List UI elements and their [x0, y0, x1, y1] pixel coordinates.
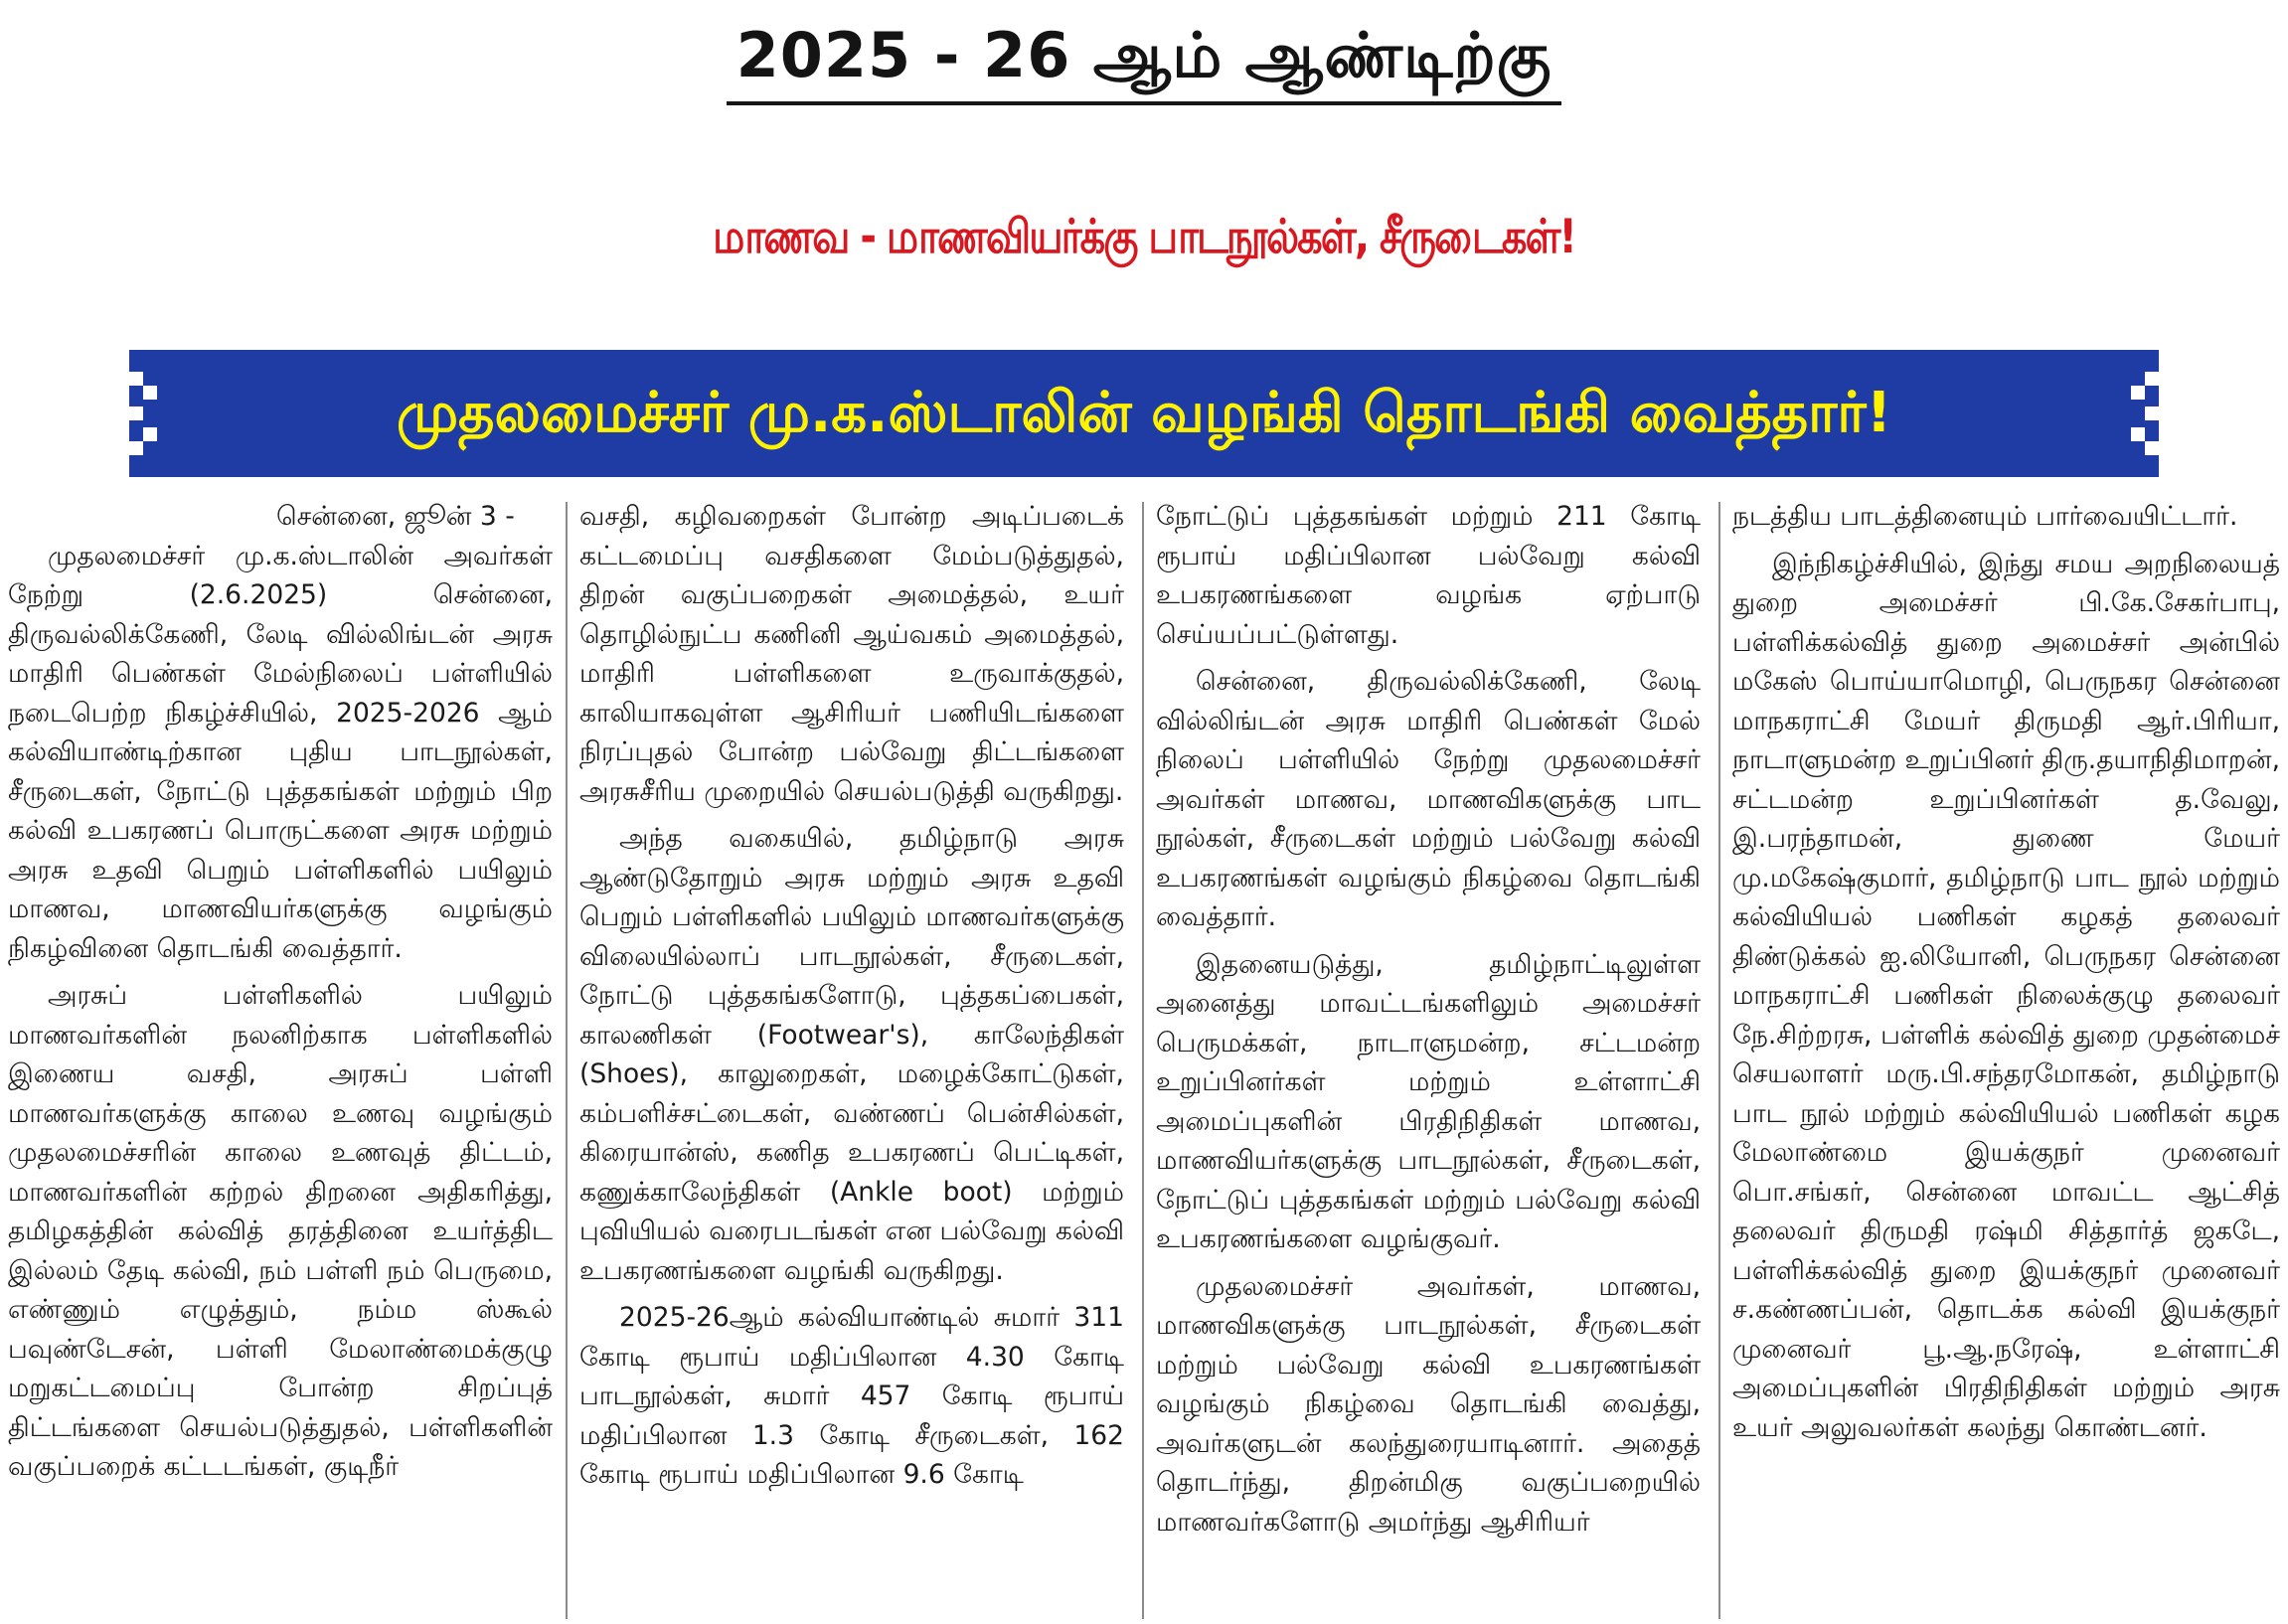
banner-left-ornament	[129, 350, 219, 477]
paragraph: அரசுப் பள்ளிகளில் பயிலும் மாணவர்களின் நலனிற்காக பள்ளிகளில் இணைய வசதி, அரசுப் பள்ளி மாணவர்களுக்கு காலை உணவு வழங்கும் முதலமைச்சரின் காலை உணவுத் திட்டம், மாணவர்களின் கற்றல் திறனை அதிகரித்து, தமிழகத்தின் கல்வித் தரத்தினை உயர்த்திட இல்லம் தேடி கல்வி, நம் பள்ளி நம் பெருமை, எண்ணும் எழுத்தும், நம்ம ஸ்கூல் பவுண்டேசன், பள்ளி மேலாண்மைக்குழு மறுகட்டமைப்பு போன்ற சிறப்புத் திட்டங்களை செயல்படுத்துதல், பள்ளிகளின் வகுப்பறைக் கட்டடங்கள், குடிநீர்	[8, 980, 553, 1482]
article-column-3	[1156, 497, 1701, 1624]
paragraph: சென்னை, திருவல்லிக்கேணி, லேடி வில்லிங்டன் அரசு மாதிரி பெண்கள் மேல் நிலைப் பள்ளியில் நேற்று முதலமைச்சர் அவர்கள் மாணவ, மாணவிகளுக்கு பாட நூல்கள், சீருடைகள் மற்றும் பல்வேறு கல்வி உபகரணங்கள் வழங்கும் நிகழ்வை தொடங்கி வைத்தார்.	[1156, 666, 1701, 932]
paragraph: முதலமைச்சர் மு.க.ஸ்டாலின் அவர்கள் நேற்று (2.6.2025) சென்னை, திருவல்லிக்கேணி, லேடி வில்லிங்டன் அரசு மாதிரி பெண்கள் மேல்நிலைப் பள்ளியில் நடைபெற்ற நிகழ்ச்சியில், 2025-2026 ஆம் கல்வியாண்டிற்கான புதிய பாடநூல்கள், சீருடைகள், நோட்டு புத்தகங்கள் மற்றும் பிற கல்வி உபகரணப் பொருட்களை அரசு மற்றும் அரசு உதவி பெறும் பள்ளிகளில் பயிலும் மாணவ, மாணவியர்களுக்கு வழங்கும் நிகழ்வினை தொடங்கி வைத்தார்.	[8, 540, 553, 964]
kicker-wrap	[0, 14, 2288, 105]
subheadline-text: முதலமைச்சர் மு.க.ஸ்டாலின் வழங்கி தொடங்கி வைத்தார்!	[396, 381, 1892, 445]
article-body	[0, 497, 2288, 1624]
paragraph: 2025-26ஆம் கல்வியாண்டில் சுமார் 311 கோடி ரூபாய் மதிப்பிலான 4.30 கோடி பாடநூல்கள், சுமார் 457 கோடி ரூபாய் மதிப்பிலான 1.3 கோடி சீருடைகள், 162 கோடி ரூபாய் மதிப்பிலான 9.6 கோடி	[579, 1302, 1124, 1490]
paragraph: அந்த வகையில், தமிழ்நாடு அரசு ஆண்டுதோறும் அரசு மற்றும் அரசு உதவி பெறும் பள்ளிகளில் பயிலும் மாணவர்களுக்கு விலையில்லாப் பாடநூல்கள், சீருடைகள், நோட்டு புத்தகங்களோடு, புத்தகப்பைகள், காலணிகள் (Footwear's), காலேந்திகள் (Shoes), காலுறைகள், மழைக்கோட்டுகள், கம்பளிச்சட்டைகள், வண்ணப் பென்சில்கள், கிரையான்ஸ், கணித உபகரணப் பெட்டிகள், கணுக்காலேந்திகள் (Ankle boot) மற்றும் புவியியல் வரைபடங்கள் என பல்வேறு கல்வி உபகரணங்களை வழங்கி வருகிறது.	[579, 823, 1124, 1286]
paragraph: இதனையடுத்து, தமிழ்நாட்டிலுள்ள அனைத்து மாவட்டங்களிலும் அமைச்சர் பெருமக்கள், நாடாளுமன்ற, சட்டமன்ற உறுப்பினர்கள் மற்றும் உள்ளாட்சி அமைப்புகளின் பிரதிநிதிகள் மாணவ, மாணவியர்களுக்கு பாடநூல்கள், சீருடைகள், நோட்டுப் புத்தகங்கள் மற்றும் பல்வேறு கல்வி உபகரணங்களை வழங்குவர்.	[1156, 948, 1701, 1254]
paragraph: நோட்டுப் புத்தகங்கள் மற்றும் 211 கோடி ரூபாய் மதிப்பிலான பல்வேறு கல்வி உபகரணங்களை வழங்க ஏற்பாடு செய்யப்பட்டுள்ளது.	[1156, 501, 1701, 650]
paragraph: முதலமைச்சர் அவர்கள், மாணவ, மாணவிகளுக்கு பாடநூல்கள், சீருடைகள் மற்றும் பல்வேறு கல்வி உபகரணங்கள் வழங்கும் நிகழ்வை தொடங்கி வைத்து, அவர்களுடன் கலந்துரையாடினார். அதைத் தொடர்ந்து, திறன்மிகு வகுப்பறையில் மாணவர்களோடு அமர்ந்து ஆசிரியர்	[1156, 1270, 1701, 1538]
main-headline: மாணவ - மாணவியர்க்கு பாடநூல்கள், சீருடைகள்!	[713, 210, 1575, 264]
kicker-line: 2025 - 26 ஆம் ஆண்டிற்கு	[727, 14, 1562, 105]
article-column-4	[1732, 497, 2280, 1624]
dateline: சென்னை, ஜூன் 3 -	[276, 501, 515, 532]
banner-right-ornament	[2069, 350, 2159, 477]
subheadline-banner	[129, 350, 2159, 477]
paragraph: இந்நிகழ்ச்சியில், இந்து சமய அறநிலையத் துறை அமைச்சர் பி.கே.சேகர்பாபு, பள்ளிக்கல்வித் துறை அமைச்சர் அன்பில் மகேஸ் பொய்யாமொழி, பெருநகர சென்னை மாநகராட்சி மேயர் திருமதி ஆர்.பிரியா, நாடாளுமன்ற உறுப்பினர் திரு.தயாநிதிமாறன், சட்டமன்ற உறுப்பினர்கள் த.வேலு, இ.பரந்தாமன், துணை மேயர் மு.மகேஷ்குமார், தமிழ்நாடு பாட நூல் மற்றும் கல்வியியல் பணிகள் கழகத் தலைவர் திண்டுக்கல் ஐ.லியோனி, பெருநகர சென்னை மாநகராட்சி பணிகள் நிலைக்குழு தலைவர் நே.சிற்றரசு, பள்ளிக் கல்வித் துறை முதன்மைச் செயலாளர் மரு.பி.சந்தரமோகன், தமிழ்நாடு பாட நூல் மற்றும் கல்வியியல் பணிகள் கழக மேலாண்மை இயக்குநர் முனைவர் பொ.சங்கர், சென்னை மாவட்ட ஆட்சித் தலைவர் திருமதி ரஷ்மி சித்தார்த் ஜகடே, பள்ளிக்கல்வித் துறை இயக்குநர் முனைவர் ச.கண்ணப்பன், தொடக்க கல்வி இயக்குநர் முனைவர் பூ.ஆ.நரேஷ், உள்ளாட்சி அமைப்புகளின் பிரதிநிதிகள் மற்றும் அரசு உயர் அலுவலர்கள் கலந்து கொண்டனர்.	[1732, 548, 2280, 1443]
article-column-2	[579, 497, 1124, 1624]
article-column-1	[8, 497, 553, 1624]
paragraph-source	[0, 0, 1, 1]
paragraph-source-item	[0, 0, 1, 1]
paragraph: நடத்திய பாடத்தினையும் பார்வையிட்டார்.	[1732, 501, 2238, 532]
paragraph: வசதி, கழிவறைகள் போன்ற அடிப்படைக் கட்டமைப்பு வசதிகளை மேம்படுத்துதல், திறன் வகுப்பறைகள் அமைத்தல், உயர் தொழில்நுட்ப கணினி ஆய்வகம் அமைத்தல், மாதிரி பள்ளிகளை உருவாக்குதல், காலியாகவுள்ள ஆசிரியர் பணியிடங்களை நிரப்புதல் போன்ற பல்வேறு திட்டங்களை அரசுசீரிய முறையில் செயல்படுத்தி வருகிறது.	[579, 501, 1124, 807]
